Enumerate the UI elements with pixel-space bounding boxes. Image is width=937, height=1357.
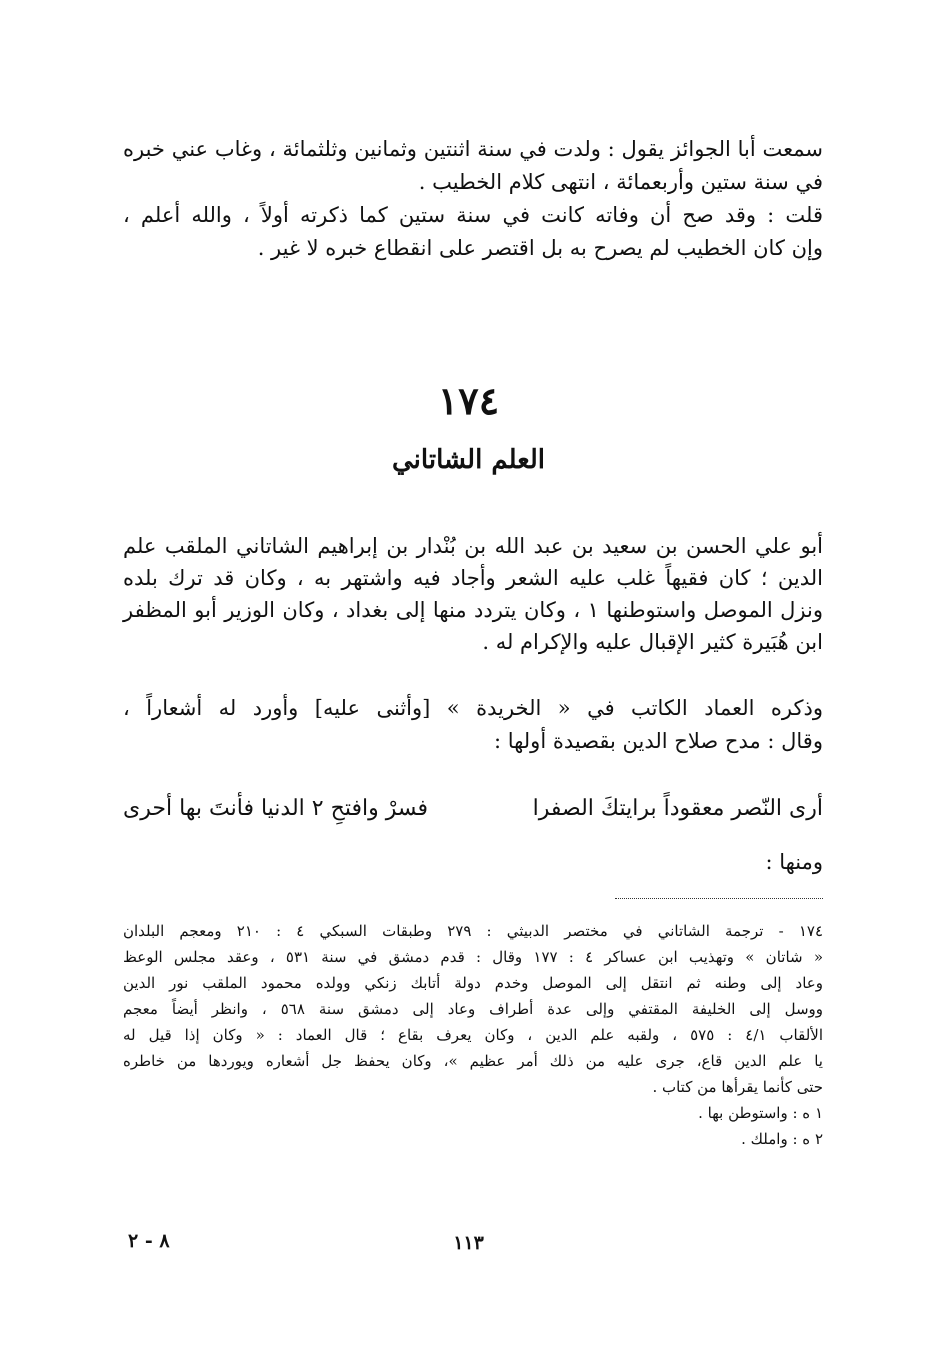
footnotes [123, 918, 823, 1152]
entry-title: العلم الشاتاني [392, 445, 545, 475]
printer-signature: ٨ - ٢ [128, 1230, 170, 1252]
text-line: ونزل الموصل واستوطنها ١ ، وكان يتردد منها إلى بغداد ، وكان الوزير أبو المظفر [123, 598, 824, 622]
text-line: قلت : وقد صح أن وفاته كانت في سنة ستين كما ذكرته أولاً ، والله أعلم ، [123, 203, 823, 227]
intro-paragraph [123, 133, 823, 265]
text-line: ابن هُبَيرة كثير الإقبال عليه والإكرام له . [482, 630, 823, 654]
text-line: في سنة ستين وأربعمائة ، انتهى كلام الخطيب . [418, 170, 823, 194]
footnote-note: ١ ه : واستوطن بها . [698, 1104, 823, 1122]
footnote-line: « شاتان » وتهذيب ابن عساكر ٤ : ١٧٧ وقال : قدم دمشق في سنة ٥٣١ ، وعقد مجلس الوعظ [123, 948, 823, 966]
footnote-line: وعاد إلى وطنه ثم انتقل إلى الموصل وخدم دولة أتابك زنكي وولده محمود الملقب نور الدين [123, 974, 823, 992]
text-line: وقال : مدح صلاح الدين بقصيدة أولها : [493, 729, 823, 753]
text-line: الدين ؛ كان فقيهاً غلب عليه الشعر وأجاد فيه واشتهر به ، وكان قد ترك بلده [123, 566, 823, 590]
text-line: وإن كان الخطيب لم يصرح به بل اقتصر على انقطاع خبره لا غير . [257, 236, 823, 260]
footnote-divider [615, 898, 823, 899]
footnote-line: ١٧٤ - ترجمة الشاتاني في مختصر الدبيثي : ٢٧٩ وطبقات السبكي ٤ : ٢١٠ ومعجم البلدان [123, 922, 823, 940]
entry-number: ١٧٤ [437, 378, 500, 423]
continuation-label: ومنها : [765, 850, 823, 874]
footnote-line: ووسل إلى الخليفة المقتفي وإلى عدة أطراف وعاد إلى دمشق سنة ٥٦٨ ، وانظر أيضاً معجم [123, 1000, 824, 1018]
footnote-line: يا علم الدين قاع، جرى عليه من ذلك أمر عظيم »، وكان يحفظ جل أشعاره ويوردها من خاطره [123, 1052, 823, 1070]
biography-paragraph [123, 530, 823, 658]
mention-paragraph [123, 692, 823, 758]
footnote-line: الألقاب ٤/١ : ٥٧٥ ، ولقبه علم الدين ، وكان يعرف بقاع ؛ قال العماد : « وكان إذا قيل له [123, 1026, 824, 1044]
text-line: وذكره العماد الكاتب في « الخريدة » [وأثنى عليه] وأورد له أشعاراً ، [123, 696, 823, 720]
poem-second-hemistich: فسرْ وافتحِ ٢ الدنيا فأنتَ بها أحرى [123, 796, 428, 821]
footnote-line: حتى كأنما يقرأها من كتاب . [652, 1078, 823, 1096]
text-line: أبو علي الحسن بن سعيد بن عبد الله بن بُنْدار بن إبراهيم الشاتاني الملقب علم [123, 534, 823, 558]
page-number: ١١٣ [453, 1232, 484, 1254]
poem-first-hemistich: أرى النّصر معقوداً برايتكَ الصفرا [532, 796, 823, 821]
text-line: سمعت أبا الجوائز يقول : ولدت في سنة اثنتين وثمانين وثلثمائة ، وغاب عني خبره [123, 137, 823, 161]
footnote-note: ٢ ه : واملك . [741, 1130, 823, 1148]
